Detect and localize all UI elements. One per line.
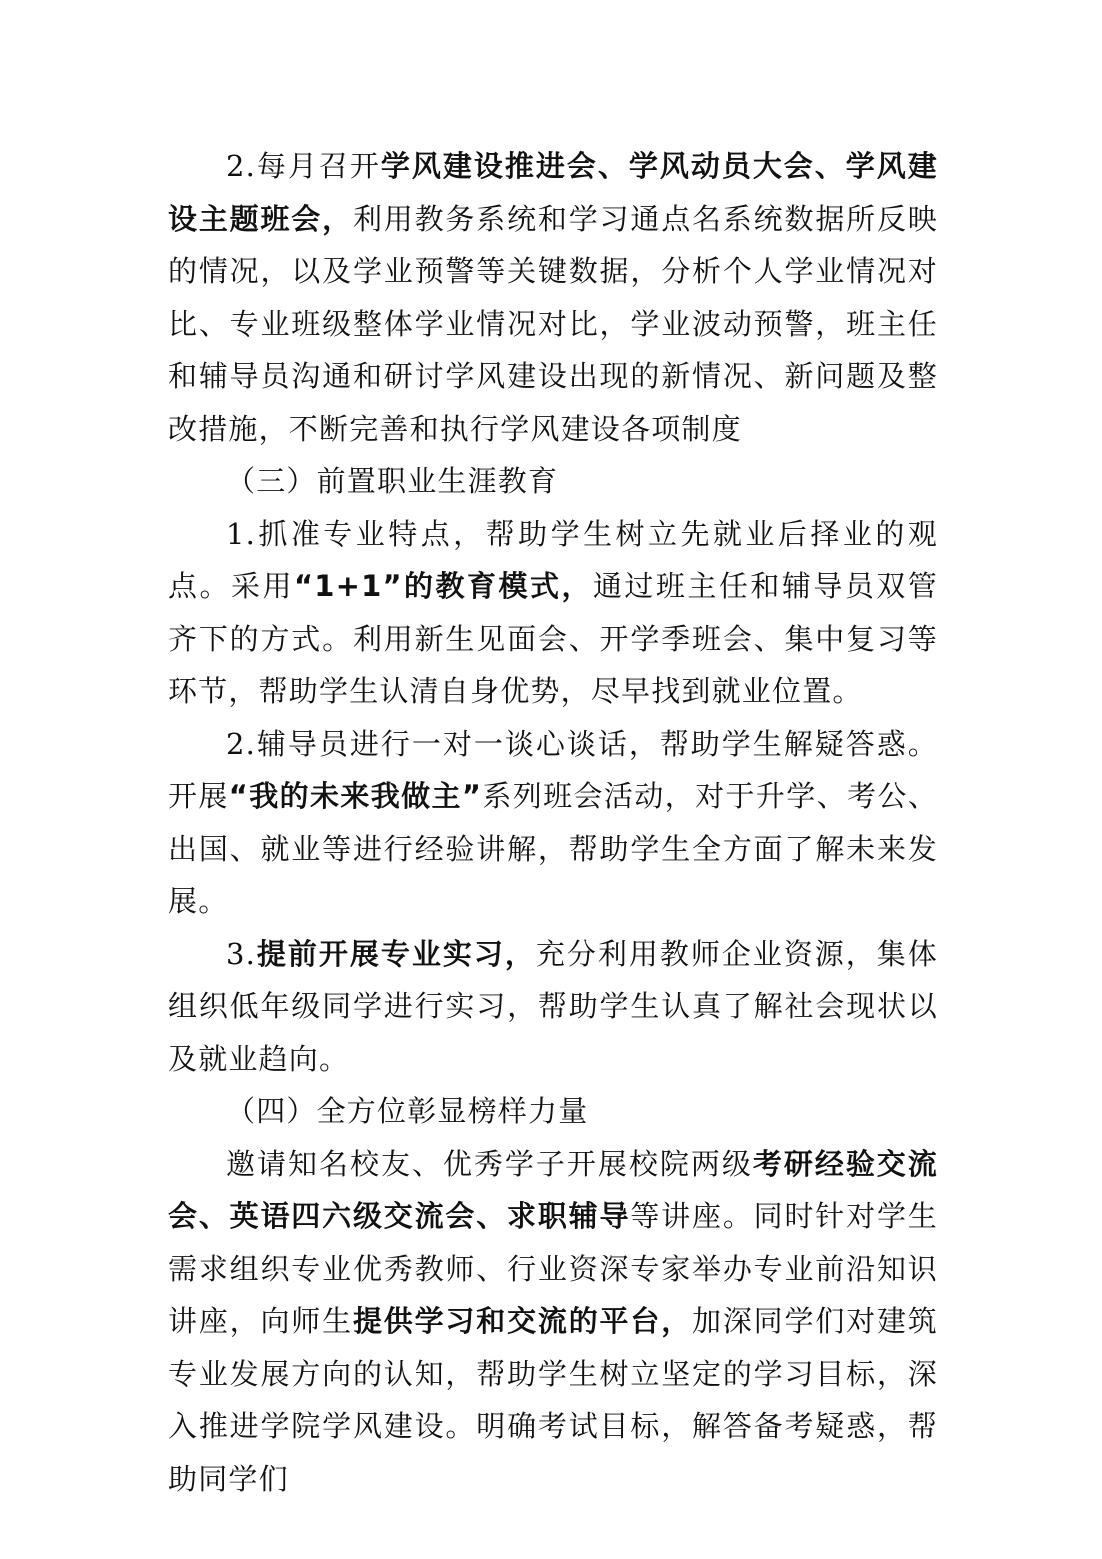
section-heading-career-education: （三）前置职业生涯教育 [226,464,559,498]
text-segment: 利用教务系统和学习通点名系统数据所反映的情况，以及学业预警等关键数据，分析个人学业情况对比、专业班级整体学业情况对比，学业波动预警，班主任和辅导员沟通和研讨学风建设出现的新情况、新问题及整改措施，不断完善和执行学风建设各项制度 [168,201,938,446]
bold-segment: 学风建设推进会、学风动员大会、学风建设主题班会， [168,149,938,236]
paragraph-monthly-meetings [168,140,938,455]
text-segment: 1.抓准专业特点，帮助学生树立先就业后择业的观点。采用 [168,516,938,603]
text-segment: 2.辅导员进行一对一谈心谈话，帮助学生解疑答惑。开展 [168,726,938,813]
bold-segment: “1+1”的教育模式， [293,569,593,603]
bold-segment: 考研经验交流会、英语四六级交流会、求职辅导 [168,1146,938,1233]
text-segment: 系列班会活动，对于升学、考公、出国、就业等进行经验讲解，帮助学生全方面了解未来发展。 [168,779,938,918]
bold-segment: 提供学习和交流的平台， [352,1304,693,1338]
text-segment: 加深同学们对建筑专业发展方向的认知，帮助学生树立坚定的学习目标，深入推进学院学风建设。明确考试目标，解答备考疑惑，帮助同学们 [168,1304,939,1496]
text-segment: 通过班主任和辅导员双管齐下的方式。利用新生见面会、开学季班会、集中复习等环节，帮助学生认清自身优势，尽早找到就业位置。 [168,569,938,708]
text-segment: 邀请知名校友、优秀学子开展校院两级 [226,1146,753,1181]
section-heading-role-models: （四）全方位彰显榜样力量 [226,1094,589,1128]
text-segment: 3. [226,936,257,971]
paragraph-career-item-2 [168,718,938,928]
paragraph-role-models [168,1138,938,1506]
bold-segment: 提前开展专业实习， [256,936,536,971]
bold-segment: “我的未来我做主” [228,779,483,813]
text-segment: 2.每月召开 [226,149,381,183]
paragraph-career-item-3 [168,928,938,1086]
text-segment: 等讲座。同时针对学生需求组织专业优秀教师、行业资深专家举办专业前沿知识讲座，向师生 [168,1199,938,1338]
document-page [168,140,938,1505]
paragraph-career-item-1 [168,508,938,718]
text-segment: 充分利用教师企业资源，集体组织低年级同学进行实习，帮助学生认真了解社会现状以及就业趋向。 [168,936,938,1076]
